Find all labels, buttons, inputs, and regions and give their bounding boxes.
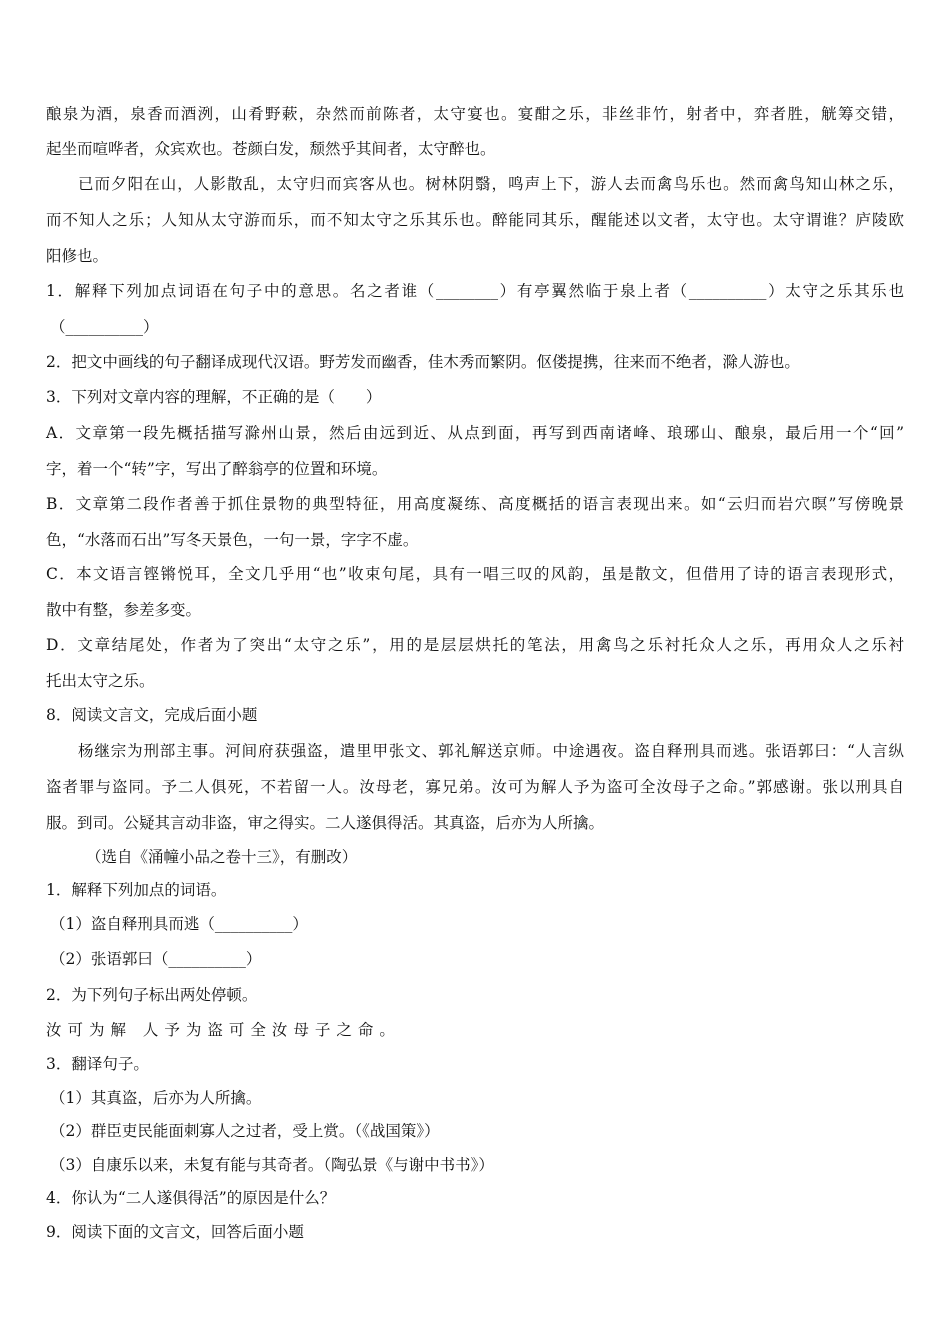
section-9-heading: 9．阅读下面的文言文，回答后面小题	[46, 1223, 304, 1241]
question-3: 3．下列对文章内容的理解，不正确的是（ ）	[46, 388, 382, 406]
section-8-passage-line-1: 杨继宗为刑部主事。河间府获强盗，遣里甲张文、郭礼解送京师。中途遇夜。盗自释刑具而逃。张语郭曰：“人言纵	[78, 742, 904, 760]
passage1-line-2: 起坐而喧哗者，众宾欢也。苍颜白发，颓然乎其间者，太守醉也。	[46, 140, 496, 158]
option-a-line-1: A．文章第一段先概括描写滁州山景，然后由远到近、从点到面，再写到西南诸峰、琅琊山、酿泉，最后用一个“回”	[46, 424, 904, 442]
section-8-passage-line-2: 盗者罪与盗同。予二人俱死，不若留一人。汝母老，寡兄弟。汝可为解人予为盗可全汝母子之命。”郭感谢。张以刑具自	[46, 778, 904, 796]
passage1-line-5: 阳修也。	[46, 247, 109, 265]
section-8-q4: 4．你认为“二人遂俱得活”的原因是什么？	[46, 1189, 336, 1207]
passage1-line-3: 已而夕阳在山，人影散乱，太守归而宾客从也。树林阴翳，鸣声上下，游人去而禽鸟乐也。然而禽鸟知山林之乐，	[78, 175, 904, 193]
section-8-q3-2: （2）群臣吏民能面刺寡人之过者，受上赏。（《战国策》）	[50, 1122, 440, 1140]
option-d-line-2: 托出太守之乐。	[46, 672, 155, 690]
section-8-q3: 3．翻译句子。	[46, 1055, 149, 1073]
section-8-source: （选自《涌幢小品之卷十三》，有删改）	[86, 848, 358, 866]
question-2: 2．把文中画线的句子翻译成现代汉语。野芳发而幽香，佳木秀而繁阴。伛偻提携，往来而不绝者，滁人游也。	[46, 353, 800, 371]
section-8-q1-2: （2）张语郭曰（__________）	[50, 950, 262, 968]
section-8-heading: 8．阅读文言文，完成后面小题	[46, 706, 258, 724]
section-8-q3-1: （1）其真盗，后亦为人所擒。	[50, 1089, 262, 1107]
section-8-q2-sentence: 汝可为解 人予为盗可全汝母子之命。	[46, 1021, 401, 1039]
option-b-line-2: 色，“水落而石出”写冬天景色，一句一景，字字不虚。	[46, 531, 419, 549]
passage1-line-4: 而不知人之乐；人知从太守游而乐，而不知太守之乐其乐也。醉能同其乐，醒能述以文者，太守也。太守谓谁？庐陵欧	[46, 211, 904, 229]
question-1-line-1: 1．解释下列加点词语在句子中的意思。名之者谁（________）有亭翼然临于泉上者（__________）太守之乐其乐也	[46, 282, 904, 300]
question-1-line-2: （__________）	[50, 318, 159, 336]
section-8-passage-line-3: 服。到司。公疑其言动非盗，审之得实。二人遂俱得活。其真盗，后亦为人所擒。	[46, 814, 605, 832]
section-8-q3-3: （3）自康乐以来，未复有能与其奇者。（陶弘景《与谢中书书》）	[50, 1156, 494, 1174]
option-c-line-1: C．本文语言铿锵悦耳，全文几乎用“也”收束句尾，具有一唱三叹的风韵，虽是散文，但借用了诗的语言表现形式，	[46, 565, 904, 583]
section-8-q1-1: （1）盗自释刑具而逃（__________）	[50, 915, 308, 933]
passage1-line-1: 酿泉为酒，泉香而酒洌，山肴野蔌，杂然而前陈者，太守宴也。宴酣之乐，非丝非竹，射者中，弈者胜，觥筹交错，	[46, 105, 904, 123]
section-8-q2: 2．为下列句子标出两处停顿。	[46, 986, 258, 1004]
option-a-line-2: 字，着一个“转”字，写出了醉翁亭的位置和环境。	[46, 460, 388, 478]
option-b-line-1: B．文章第二段作者善于抓住景物的典型特征，用高度凝练、高度概括的语言表现出来。如“云归而岩穴暝”写傍晚景	[46, 495, 904, 513]
section-8-q1: 1．解释下列加点的词语。	[46, 881, 227, 899]
option-d-line-1: D．文章结尾处，作者为了突出“太守之乐”，用的是层层烘托的笔法，用禽鸟之乐衬托众人之乐，再用众人之乐衬	[46, 636, 904, 654]
option-c-line-2: 散中有整，参差多变。	[46, 601, 202, 619]
